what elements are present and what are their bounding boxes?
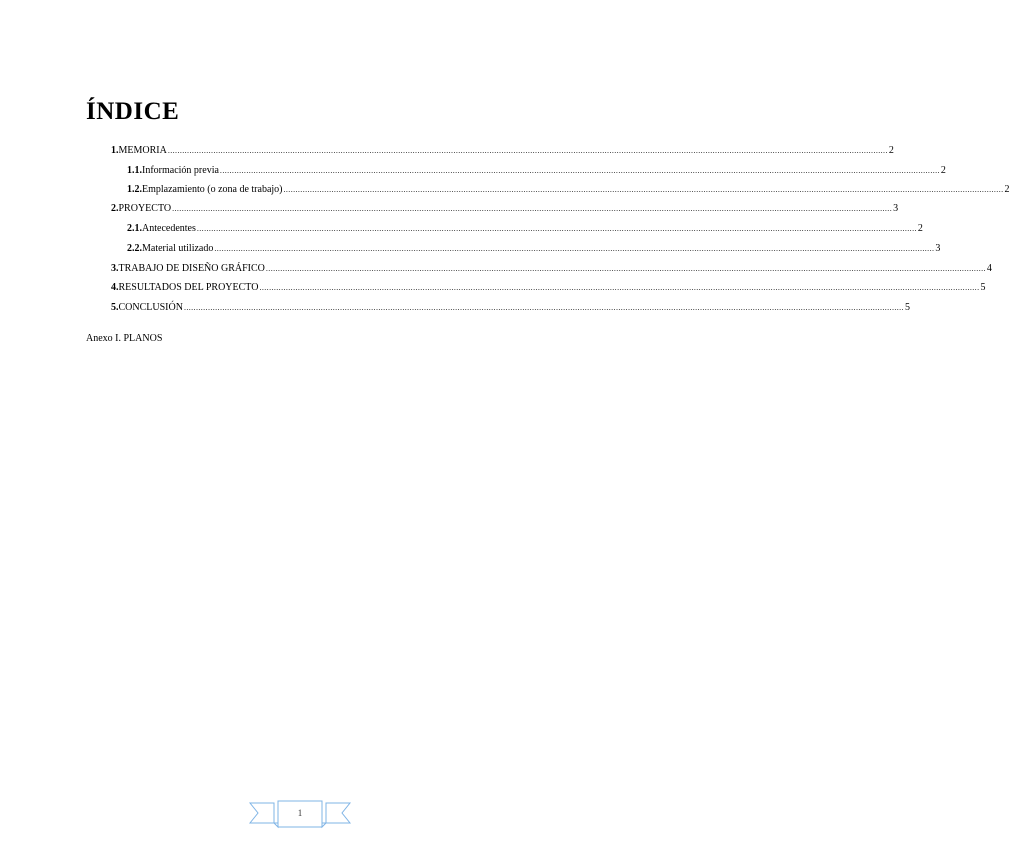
page-title: ÍNDICE [86,98,180,125]
toc-entry-number: 4. [111,282,119,293]
toc-entry-number: 5. [111,302,119,313]
toc-entry-page: 4 [986,263,992,274]
toc-entry-number: 1.1. [127,165,142,176]
toc-entry-number: 2. [111,203,119,214]
toc-entry-label: TRABAJO DE DISEÑO GRÁFICO [118,263,265,274]
toc-leader-dots: ............................................................................................................................................................................................................................................................................................................ [283,185,1004,194]
toc-entry-number: 2.2. [127,243,142,254]
toc-entry-page: 2 [940,165,946,176]
toc-entry-page: 2 [917,223,923,234]
toc-entry-label: Antecedentes [142,223,196,234]
toc-entry-page: 3 [935,243,941,254]
toc-entry[interactable] [127,165,946,177]
toc-leader-dots: ............................................................................................................................................................................................................................................................................................................ [214,244,935,253]
page-footer [248,799,352,829]
toc-entry-number: 3. [111,263,119,274]
toc-leader-dots: ............................................................................................................................................................................................................................................................................................................ [196,224,917,233]
toc-entry[interactable] [111,263,992,275]
toc-entry-label: Información previa [142,165,219,176]
toc-leader-dots: ............................................................................................................................................................................................................................................................................................................ [265,264,986,273]
toc-entry-page: 5 [980,282,986,293]
toc-entry-number: 1.2. [127,184,142,195]
toc-leader-dots: ............................................................................................................................................................................................................................................................................................................ [172,204,893,213]
toc-leader-dots: ............................................................................................................................................................................................................................................................................................................ [219,166,940,175]
annex-label: Anexo I. PLANOS [86,333,163,344]
toc-entry[interactable] [127,184,1010,196]
page-number: 1 [297,808,303,818]
toc-entry-page: 3 [893,203,899,214]
toc-entry-label: PROYECTO [118,203,172,214]
toc-entry-label: RESULTADOS DEL PROYECTO [118,282,259,293]
toc-entry[interactable] [111,145,894,157]
toc-entry-page: 2 [1004,184,1010,195]
toc-entry[interactable] [127,243,941,255]
toc-entry[interactable] [111,203,899,215]
toc-entry-number: 2.1. [127,223,142,234]
toc-entry-label: Material utilizado [142,243,214,254]
toc-entry-page: 5 [904,302,910,313]
toc-entry-page: 2 [888,145,894,156]
toc-entry-label: MEMORIA [118,145,167,156]
toc-entry-label: CONCLUSIÓN [118,302,183,313]
toc-entry-label: Emplazamiento (o zona de trabajo) [142,184,283,195]
toc-entry[interactable] [127,223,923,235]
toc-leader-dots: ............................................................................................................................................................................................................................................................................................................ [183,303,904,312]
toc-entry[interactable] [111,302,910,314]
toc-leader-dots: ............................................................................................................................................................................................................................................................................................................ [167,146,888,155]
toc-entry[interactable] [111,282,986,294]
toc-leader-dots: ............................................................................................................................................................................................................................................................................................................ [259,283,980,292]
toc-entry-number: 1. [111,145,119,156]
